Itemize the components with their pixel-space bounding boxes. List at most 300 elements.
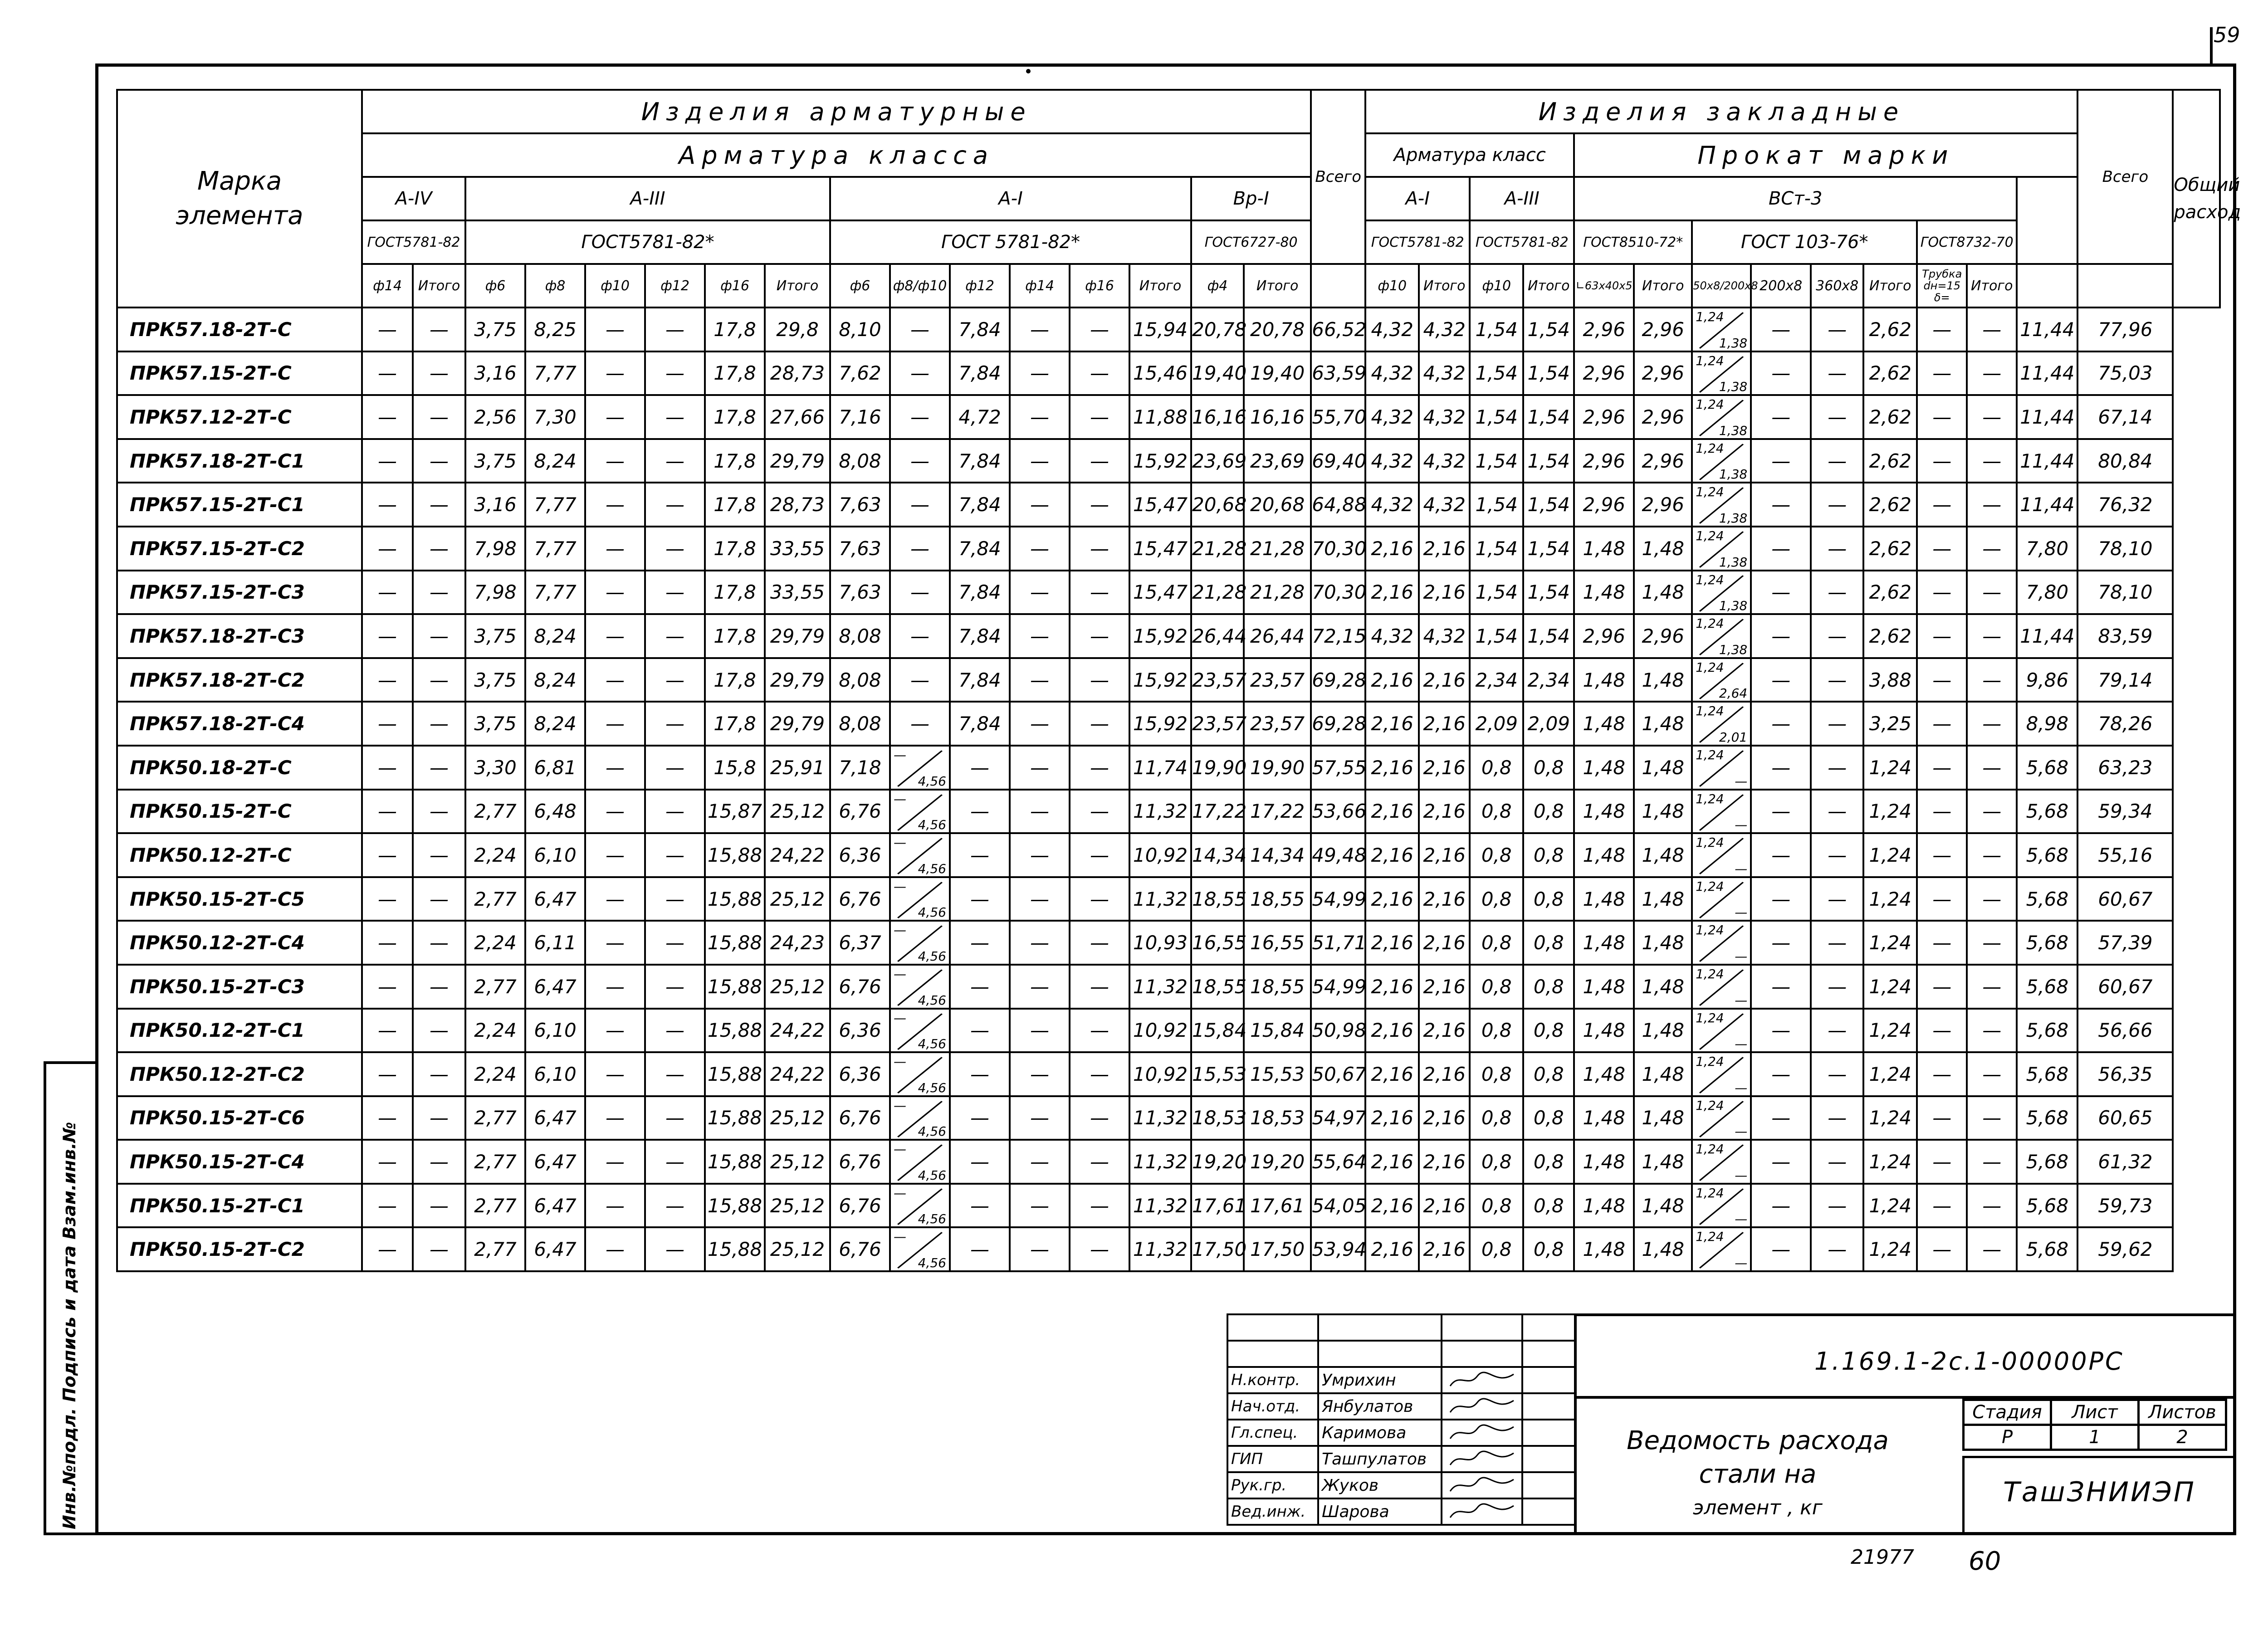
value-cell: 1,48 (1634, 1052, 1692, 1096)
value-cell: 4,32 (1419, 351, 1470, 395)
empty-value-cell: — (645, 1140, 705, 1184)
value-cell: 8,08 (830, 658, 890, 702)
value-cell: 17,8 (705, 439, 765, 483)
value-cell: 2,62 (1863, 307, 1917, 351)
empty-value-cell: — (585, 877, 645, 921)
empty-value-cell: — (362, 1009, 413, 1053)
value-cell: 2,77 (465, 1140, 525, 1184)
value-cell: 0,8 (1470, 877, 1523, 921)
empty-value-cell: — (1010, 1096, 1070, 1140)
table-row (117, 965, 2220, 1009)
value-cell: 25,12 (765, 1227, 830, 1271)
empty-value-cell: — (1811, 833, 1863, 877)
value-cell: 1,54 (1523, 571, 1574, 615)
value-cell: 3,25 (1863, 702, 1917, 746)
value-cell: 2,62 (1863, 483, 1917, 527)
value-cell: 2,62 (1863, 351, 1917, 395)
empty-value-cell: — (950, 790, 1010, 834)
value-cell: 50,67 (1311, 1052, 1365, 1096)
col-z-pipe: Трубка dн=15 δ= (1917, 264, 1967, 307)
table-row (117, 833, 2220, 877)
value-cell: 15,53 (1244, 1052, 1311, 1096)
value-cell: 15,8 (705, 746, 765, 790)
value-cell: 25,12 (765, 1096, 830, 1140)
table-row (117, 527, 2220, 571)
value-cell: 20,78 (1191, 307, 1244, 351)
value-cell: 24,22 (765, 1052, 830, 1096)
fraction-numerator: — (894, 1054, 906, 1069)
fraction-denominator: — (1735, 1080, 1748, 1095)
empty-value-cell: — (1010, 307, 1070, 351)
col-a1-d16: ф16 (1070, 264, 1129, 307)
value-cell: 2,77 (465, 1184, 525, 1228)
value-cell: 15,88 (705, 1227, 765, 1271)
empty-value-cell: — (1967, 1096, 2017, 1140)
value-cell: 28,73 (765, 483, 830, 527)
empty-value-cell: — (413, 965, 465, 1009)
empty-value-cell: — (645, 790, 705, 834)
fraction-denominator: 1,38 (1719, 598, 1748, 614)
value-cell: 5,68 (2017, 790, 2077, 834)
fraction-numerator: — (894, 835, 906, 850)
value-cell: 2,16 (1419, 921, 1470, 965)
empty-value-cell: — (362, 702, 413, 746)
value-cell: 2,16 (1365, 1227, 1419, 1271)
value-cell: 15,94 (1129, 307, 1191, 351)
table-row (117, 790, 2220, 834)
value-cell: 1,48 (1634, 746, 1692, 790)
value-cell: 2,56 (465, 395, 525, 439)
value-cell: 11,88 (1129, 395, 1191, 439)
empty-value-cell: — (1917, 1140, 1967, 1184)
empty-value-cell: — (362, 877, 413, 921)
col-z-angle-total: Итого (1634, 264, 1692, 307)
value-cell: 5,68 (2017, 746, 2077, 790)
empty-value-cell: — (585, 1009, 645, 1053)
empty-value-cell: — (1751, 483, 1811, 527)
empty-value-cell: — (1751, 746, 1811, 790)
fraction-cell (890, 1096, 950, 1140)
empty-value-cell: — (1751, 439, 1811, 483)
value-cell: 18,55 (1191, 965, 1244, 1009)
value-cell: 72,15 (1311, 614, 1365, 658)
value-cell: 3,16 (465, 483, 525, 527)
empty-value-cell: — (1070, 790, 1129, 834)
fraction-cell (890, 790, 950, 834)
empty-value-cell: — (585, 351, 645, 395)
empty-value-cell: — (1967, 833, 2017, 877)
value-cell: 26,44 (1244, 614, 1311, 658)
empty-value-cell: — (362, 790, 413, 834)
empty-value-cell: — (645, 658, 705, 702)
value-cell: 29,79 (765, 439, 830, 483)
value-cell: 3,75 (465, 658, 525, 702)
value-cell: 0,8 (1470, 1009, 1523, 1053)
table-row (117, 1227, 2220, 1271)
value-cell: 15,88 (705, 921, 765, 965)
empty-value-cell: — (1811, 483, 1863, 527)
empty-value-cell: — (1967, 1052, 2017, 1096)
value-cell: 64,88 (1311, 483, 1365, 527)
value-cell: 15,88 (705, 1096, 765, 1140)
value-cell: 0,8 (1523, 1140, 1574, 1184)
empty-value-cell: — (362, 1227, 413, 1271)
empty-value-cell: — (1811, 702, 1863, 746)
value-cell: 51,71 (1311, 921, 1365, 965)
fraction-denominator: — (1735, 773, 1748, 789)
value-cell: 6,47 (525, 1096, 585, 1140)
empty-value-cell: — (1967, 439, 2017, 483)
value-cell: 53,66 (1311, 790, 1365, 834)
value-cell: 2,16 (1365, 1096, 1419, 1140)
value-cell: 16,55 (1244, 921, 1311, 965)
empty-value-cell: — (1070, 439, 1129, 483)
empty-value-cell: — (1811, 527, 1863, 571)
value-cell: 0,8 (1523, 877, 1574, 921)
value-cell: 6,76 (830, 877, 890, 921)
value-cell: 10,93 (1129, 921, 1191, 965)
value-cell: 24,23 (765, 921, 830, 965)
table-row (117, 307, 2220, 351)
armatura-klass-z-header: Арматура класс (1365, 133, 1574, 177)
empty-value-cell: — (585, 1052, 645, 1096)
value-cell: 7,84 (950, 702, 1010, 746)
class-a3-header: А-III (465, 177, 830, 220)
empty-value-cell: — (645, 877, 705, 921)
empty-value-cell: — (1070, 1184, 1129, 1228)
fraction-cell (1692, 1052, 1751, 1096)
value-cell: 75,03 (2077, 351, 2173, 395)
signature-row (1227, 1498, 1575, 1525)
empty-value-cell: — (413, 439, 465, 483)
value-cell: 2,77 (465, 790, 525, 834)
value-cell: 17,22 (1191, 790, 1244, 834)
value-cell: 4,32 (1419, 395, 1470, 439)
value-cell: 1,54 (1523, 395, 1574, 439)
value-cell: 5,68 (2017, 1096, 2077, 1140)
class-a4-header: А-IV (362, 177, 465, 220)
value-cell: 2,16 (1365, 965, 1419, 1009)
value-cell: 17,8 (705, 658, 765, 702)
empty-value-cell: — (362, 571, 413, 615)
value-cell: 20,78 (1244, 307, 1311, 351)
value-cell: 18,55 (1191, 877, 1244, 921)
empty-value-cell: — (362, 1096, 413, 1140)
value-cell: 2,16 (1365, 1009, 1419, 1053)
empty-value-cell: — (645, 439, 705, 483)
empty-value-cell: — (413, 1096, 465, 1140)
value-cell: 15,47 (1129, 571, 1191, 615)
value-cell: 7,84 (950, 571, 1010, 615)
value-cell: 2,77 (465, 1096, 525, 1140)
value-cell: 18,55 (1244, 877, 1311, 921)
value-cell: 2,16 (1419, 1184, 1470, 1228)
value-cell: 63,59 (1311, 351, 1365, 395)
empty-value-cell: — (362, 307, 413, 351)
signature-mark (1442, 1498, 1522, 1525)
value-cell: 3,16 (465, 351, 525, 395)
element-mark: ПРК50.15-2Т-С5 (117, 877, 362, 921)
empty-value-cell: — (1010, 483, 1070, 527)
organization-name: ТашЗНИИЭП (1962, 1456, 2234, 1533)
empty-value-cell: — (1070, 395, 1129, 439)
empty-value-cell: — (645, 571, 705, 615)
value-cell: 2,34 (1470, 658, 1523, 702)
fraction-numerator: 1,24 (1696, 397, 1724, 412)
value-cell: 2,16 (1419, 1052, 1470, 1096)
value-cell: 17,8 (705, 307, 765, 351)
tb-empty-cell (1522, 1446, 1575, 1472)
empty-value-cell: — (362, 351, 413, 395)
signature-mark (1442, 1420, 1522, 1446)
value-cell: 6,76 (830, 1227, 890, 1271)
value-cell: 17,8 (705, 571, 765, 615)
value-cell: 0,8 (1523, 965, 1574, 1009)
empty-value-cell: — (362, 833, 413, 877)
value-cell: 50,98 (1311, 1009, 1365, 1053)
value-cell: 15,88 (705, 833, 765, 877)
empty-value-cell: — (1917, 1052, 1967, 1096)
value-cell: 61,32 (2077, 1140, 2173, 1184)
value-cell: 4,32 (1419, 614, 1470, 658)
value-cell: 19,20 (1244, 1140, 1311, 1184)
empty-value-cell: — (1967, 527, 2017, 571)
fraction-cell (1692, 790, 1751, 834)
empty-value-cell: — (950, 1096, 1010, 1140)
value-cell: 4,72 (950, 395, 1010, 439)
value-cell: 1,48 (1574, 702, 1634, 746)
tb-empty-cell (1318, 1341, 1442, 1367)
table-row (117, 395, 2220, 439)
value-cell: 18,53 (1191, 1096, 1244, 1140)
value-cell: 6,47 (525, 1140, 585, 1184)
fraction-denominator: 4,56 (918, 861, 946, 876)
tb-empty-cell (1522, 1420, 1575, 1446)
table-row (117, 1052, 2220, 1096)
stage-table (1962, 1399, 2227, 1451)
signature-mark (1442, 1367, 1522, 1393)
fraction-denominator: 2,01 (1719, 729, 1748, 745)
empty-value-cell: — (1010, 1184, 1070, 1228)
value-cell: 1,48 (1634, 1009, 1692, 1053)
fraction-cell (1692, 395, 1751, 439)
empty-value-cell: — (950, 1227, 1010, 1271)
fraction-cell (890, 877, 950, 921)
value-cell: 0,8 (1523, 1009, 1574, 1053)
empty-value-cell: — (585, 921, 645, 965)
fraction-cell (890, 746, 950, 790)
empty-value-cell: — (1967, 965, 2017, 1009)
value-cell: 3,75 (465, 439, 525, 483)
empty-value-cell: — (413, 1140, 465, 1184)
value-cell: 0,8 (1470, 746, 1523, 790)
empty-value-cell: — (1811, 571, 1863, 615)
value-cell: 60,67 (2077, 965, 2173, 1009)
fraction-cell (1692, 746, 1751, 790)
value-cell: 60,67 (2077, 877, 2173, 921)
value-cell: 3,75 (465, 614, 525, 658)
value-cell: 15,47 (1129, 483, 1191, 527)
empty-value-cell: — (1811, 1140, 1863, 1184)
element-mark: ПРК50.12-2Т-С4 (117, 921, 362, 965)
value-cell: 1,54 (1523, 614, 1574, 658)
value-cell: 1,54 (1470, 614, 1523, 658)
empty-value-cell: — (1917, 571, 1967, 615)
empty-value-cell: — (1811, 614, 1863, 658)
value-cell: 17,50 (1191, 1227, 1244, 1271)
title-line-2: стали на (1699, 1459, 1817, 1489)
fraction-denominator: 4,56 (918, 1080, 946, 1095)
empty-value-cell: — (362, 921, 413, 965)
value-cell: 1,24 (1863, 921, 1917, 965)
signer-name: Умрихин (1318, 1367, 1442, 1393)
empty-value-cell: — (413, 395, 465, 439)
value-cell: 2,96 (1574, 395, 1634, 439)
value-cell: 2,16 (1419, 658, 1470, 702)
value-cell: 29,79 (765, 614, 830, 658)
value-cell: 0,8 (1523, 1052, 1574, 1096)
value-cell: 2,16 (1419, 965, 1470, 1009)
col-z-a3-total: Итого (1523, 264, 1574, 307)
empty-value-cell: — (1811, 1009, 1863, 1053)
tb-empty-cell (1522, 1367, 1575, 1393)
table-row (117, 658, 2220, 702)
empty-value-cell: — (413, 790, 465, 834)
fraction-cell (1692, 1009, 1751, 1053)
value-cell: 7,84 (950, 439, 1010, 483)
fraction-numerator: — (894, 1142, 906, 1157)
value-cell: 2,16 (1365, 658, 1419, 702)
value-cell: 2,96 (1634, 439, 1692, 483)
empty-value-cell: — (1811, 921, 1863, 965)
value-cell: 70,30 (1311, 527, 1365, 571)
fraction-cell (1692, 1096, 1751, 1140)
fraction-numerator: 1,24 (1696, 616, 1724, 631)
empty-value-cell: — (585, 1096, 645, 1140)
empty-value-cell: — (413, 746, 465, 790)
empty-value-cell: — (413, 527, 465, 571)
empty-value-cell: — (362, 395, 413, 439)
value-cell: 2,34 (1523, 658, 1574, 702)
value-cell: 6,36 (830, 1052, 890, 1096)
value-cell: 7,30 (525, 395, 585, 439)
fraction-numerator: 1,24 (1696, 791, 1724, 806)
empty-value-cell: — (645, 833, 705, 877)
vsego1-header: Всего (1311, 90, 1365, 264)
col-z-angle: ∟63х40х5 (1574, 264, 1634, 307)
value-cell: 11,32 (1129, 877, 1191, 921)
page-number: 59 (2214, 23, 2240, 47)
empty-value-cell: — (585, 395, 645, 439)
fraction-denominator: 1,38 (1719, 423, 1748, 438)
value-cell: 4,32 (1419, 307, 1470, 351)
signature-scribble (1445, 1396, 1519, 1417)
empty-value-cell: — (413, 877, 465, 921)
value-cell: 2,16 (1365, 833, 1419, 877)
empty-value-cell: — (1070, 965, 1129, 1009)
value-cell: 7,80 (2017, 527, 2077, 571)
sheets-value: 2 (2139, 1425, 2226, 1450)
signer-role: Н.контр. (1227, 1367, 1318, 1393)
empty-value-cell: — (362, 658, 413, 702)
empty-value-cell: — (1010, 746, 1070, 790)
signature-block (1227, 1313, 1576, 1526)
value-cell: 1,54 (1523, 527, 1574, 571)
value-cell: 15,88 (705, 1184, 765, 1228)
value-cell: 69,40 (1311, 439, 1365, 483)
value-cell: 1,48 (1634, 571, 1692, 615)
value-cell: 15,92 (1129, 614, 1191, 658)
value-cell: 15,53 (1191, 1052, 1244, 1096)
value-cell: 19,40 (1244, 351, 1311, 395)
value-cell: 15,84 (1191, 1009, 1244, 1053)
empty-value-cell: — (1010, 1052, 1070, 1096)
fraction-numerator: 1,24 (1696, 747, 1724, 762)
empty-value-cell: — (950, 1140, 1010, 1184)
empty-value-cell: — (1010, 702, 1070, 746)
fraction-denominator: 4,56 (918, 1124, 946, 1139)
value-cell: 2,96 (1634, 395, 1692, 439)
value-cell: 7,84 (950, 307, 1010, 351)
empty-value-cell: — (950, 746, 1010, 790)
empty-value-cell: — (1811, 1227, 1863, 1271)
value-cell: 29,79 (765, 658, 830, 702)
element-mark: ПРК57.18-2Т-С (117, 307, 362, 351)
value-cell: 59,73 (2077, 1184, 2173, 1228)
value-cell: 2,16 (1419, 790, 1470, 834)
col-a1-d14: ф14 (1010, 264, 1070, 307)
empty-value-cell: — (1070, 702, 1129, 746)
empty-value-cell: — (1917, 527, 1967, 571)
value-cell: 6,76 (830, 790, 890, 834)
empty-value-cell: — (1070, 1227, 1129, 1271)
fraction-numerator: 1,24 (1696, 484, 1724, 500)
empty-value-cell: — (645, 395, 705, 439)
empty-value-cell: — (1070, 658, 1129, 702)
value-cell: 1,54 (1470, 527, 1523, 571)
value-cell: 6,81 (525, 746, 585, 790)
value-cell: 15,92 (1129, 439, 1191, 483)
fraction-denominator: 4,56 (918, 1167, 946, 1183)
group-embedded-header: Изделия закладные (1365, 90, 2077, 133)
element-mark: ПРК57.15-2Т-С1 (117, 483, 362, 527)
vsego2-header: Всего (2077, 90, 2173, 264)
empty-value-cell: — (1917, 746, 1967, 790)
value-cell: 19,20 (1191, 1140, 1244, 1184)
value-cell: 1,48 (1634, 1096, 1692, 1140)
empty-value-cell: — (950, 1184, 1010, 1228)
value-cell: 7,77 (525, 483, 585, 527)
empty-value-cell: — (1751, 921, 1811, 965)
empty-value-cell: — (1811, 395, 1863, 439)
value-cell: 1,48 (1634, 1140, 1692, 1184)
value-cell: 54,05 (1311, 1184, 1365, 1228)
value-cell: 23,57 (1191, 658, 1244, 702)
value-cell: 11,32 (1129, 1227, 1191, 1271)
empty-value-cell: — (1751, 614, 1811, 658)
value-cell: 2,16 (1365, 702, 1419, 746)
fraction-cell (890, 1052, 950, 1096)
value-cell: 54,97 (1311, 1096, 1365, 1140)
table-row (117, 1096, 2220, 1140)
empty-value-cell: — (413, 833, 465, 877)
value-cell: 67,14 (2077, 395, 2173, 439)
fraction-denominator: — (1735, 992, 1748, 1008)
empty-value-cell: — (1811, 1052, 1863, 1096)
empty-value-cell: — (362, 527, 413, 571)
value-cell: 2,16 (1365, 790, 1419, 834)
value-cell: 1,54 (1470, 571, 1523, 615)
